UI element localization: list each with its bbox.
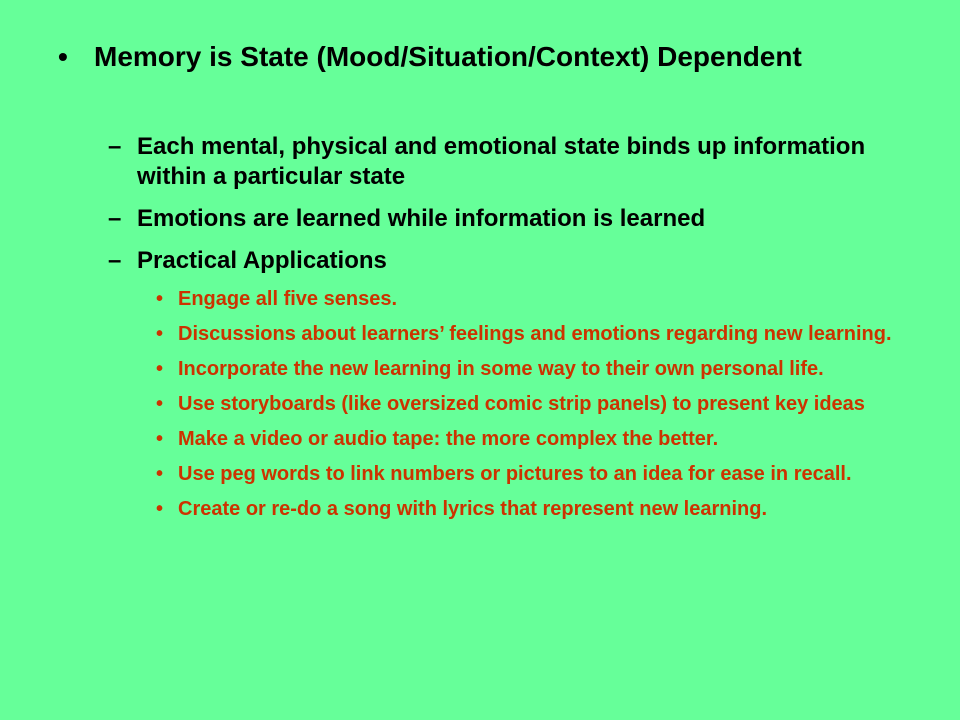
bullet-marker: • — [156, 498, 164, 520]
application-text: Create or re-do a song with lyrics that represent new learning. — [178, 498, 768, 520]
bullet-marker: • — [58, 41, 68, 72]
application-item — [156, 426, 916, 452]
application-list — [156, 286, 916, 531]
sub-point-text: Each mental, physical and emotional state binds up information within a particular state — [137, 133, 866, 190]
application-text: Use peg words to link numbers or pictures to an idea for ease in recall. — [178, 463, 852, 485]
sub-point-text: Emotions are learned while information is learned — [137, 205, 706, 232]
sub-point — [108, 246, 938, 276]
sub-point-text: Practical Applications — [137, 247, 387, 274]
bullet-marker: • — [156, 358, 164, 380]
application-item — [156, 321, 916, 347]
bullet-marker: • — [156, 463, 164, 485]
application-text: Discussions about learners’ feelings and emotions regarding new learning. — [178, 323, 892, 345]
dash-marker: – — [108, 247, 122, 274]
application-text: Incorporate the new learning in some way to their own personal life. — [178, 358, 824, 380]
application-item — [156, 461, 916, 487]
sub-point — [108, 204, 938, 234]
sub-point — [108, 132, 938, 192]
dash-marker: – — [108, 133, 122, 160]
bullet-marker: • — [156, 393, 164, 415]
application-text: Engage all five senses. — [178, 288, 397, 310]
application-item — [156, 496, 916, 522]
application-item — [156, 356, 916, 382]
application-text: Make a video or audio tape: the more complex the better. — [178, 428, 719, 450]
application-item — [156, 286, 916, 312]
sub-point-list — [108, 132, 938, 288]
bullet-marker: • — [156, 428, 164, 450]
heading-bullet-item — [58, 38, 918, 76]
application-text: Use storyboards (like oversized comic strip panels) to present key ideas — [178, 393, 865, 415]
dash-marker: – — [108, 205, 122, 232]
bullet-marker: • — [156, 288, 164, 310]
slide-heading: Memory is State (Mood/Situation/Context) Dependent — [94, 41, 802, 72]
bullet-marker: • — [156, 323, 164, 345]
application-item — [156, 391, 916, 417]
